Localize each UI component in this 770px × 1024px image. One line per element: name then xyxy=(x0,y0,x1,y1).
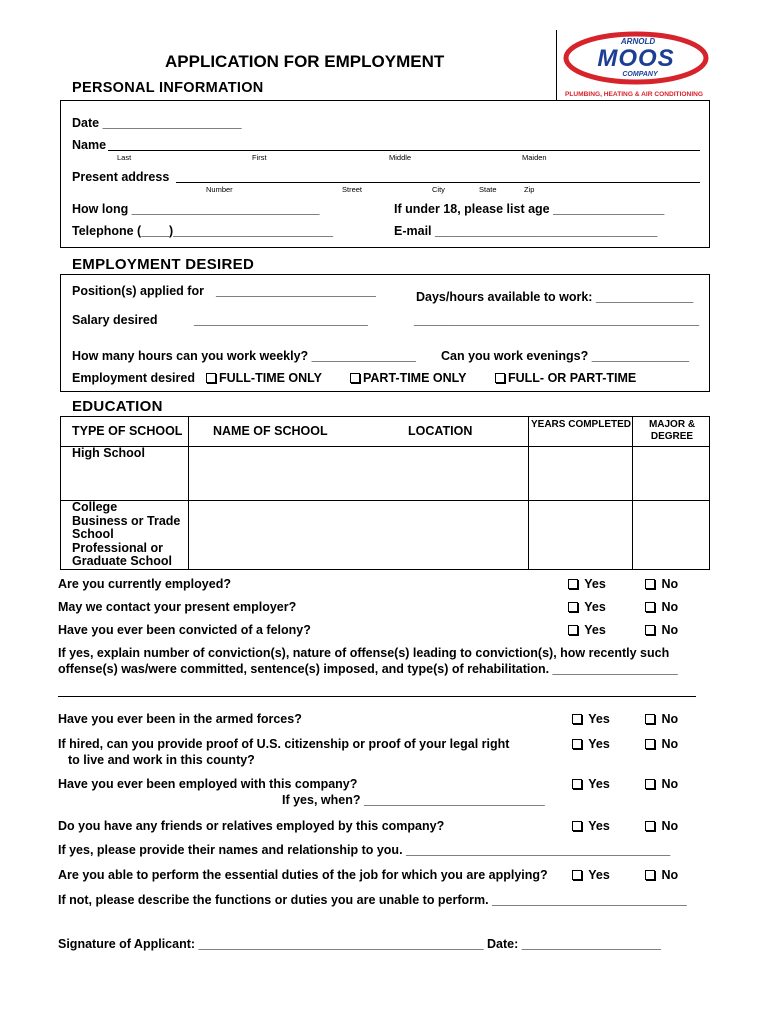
company-logo xyxy=(560,28,710,100)
name-sub-middle: Middle xyxy=(389,153,412,162)
positions-label: Position(s) applied for xyxy=(72,284,204,298)
col-divider-2 xyxy=(528,416,529,570)
option-part-time-label: PART-TIME ONLY xyxy=(363,371,467,385)
felony-explain-blank[interactable] xyxy=(58,696,696,697)
q-armed-forces: Have you ever been in the armed forces? xyxy=(58,712,302,726)
name-sub-first: First xyxy=(252,153,267,162)
svg-text:ARNOLD: ARNOLD xyxy=(620,37,656,46)
row-college-line: School xyxy=(72,527,114,541)
yes-label: Yes xyxy=(588,712,610,726)
page-title: APPLICATION FOR EMPLOYMENT xyxy=(165,52,445,71)
under-18-field[interactable]: If under 18, please list age ________________ xyxy=(394,202,665,216)
yes-armed-forces[interactable] xyxy=(572,712,610,726)
yes-contact-employer[interactable] xyxy=(568,600,606,614)
email-field[interactable]: E-mail ________________________________ xyxy=(394,224,658,238)
logo-divider xyxy=(556,30,557,100)
yes-currently-employed[interactable] xyxy=(568,577,606,591)
no-label: No xyxy=(661,819,679,833)
row-college-line: Business or Trade xyxy=(72,513,181,528)
col-location: LOCATION xyxy=(408,424,473,438)
date-field[interactable]: Date ____________________ xyxy=(72,116,242,130)
q-essential-duties: Are you able to perform the essential duties of the job for which you are applying? xyxy=(58,868,548,882)
employment-desired-label: Employment desired xyxy=(72,371,195,385)
felony-explain-line-1: If yes, explain number of conviction(s), nature of offense(s) leading to conviction(s), how recently such xyxy=(58,646,670,660)
address-sub-city: City xyxy=(432,185,445,194)
positions-line[interactable]: _______________________ xyxy=(216,284,376,298)
no-label: No xyxy=(661,777,679,791)
yes-label: Yes xyxy=(588,737,610,751)
yes-felony[interactable] xyxy=(568,623,606,637)
salary-label: Salary desired xyxy=(72,313,158,327)
name-sub-last: Last xyxy=(117,153,132,162)
no-label: No xyxy=(661,600,679,614)
option-full-or-part[interactable] xyxy=(495,371,636,385)
no-currently-employed[interactable] xyxy=(645,577,678,591)
checkbox-icon[interactable] xyxy=(572,779,582,789)
no-label: No xyxy=(661,737,679,751)
q-citizenship-line-2: to live and work in this county? xyxy=(68,753,255,767)
checkbox-icon[interactable] xyxy=(206,373,216,383)
checkbox-icon[interactable] xyxy=(645,739,655,749)
row-college-line: College xyxy=(72,500,118,514)
checkbox-icon[interactable] xyxy=(572,821,582,831)
education-heading: EDUCATION xyxy=(72,398,163,415)
checkbox-icon[interactable] xyxy=(645,602,655,612)
row-high-school: High School xyxy=(72,446,145,460)
hours-weekly-field[interactable]: How many hours can you work weekly? _______________ xyxy=(72,349,416,363)
no-label: No xyxy=(661,577,679,591)
yes-label: Yes xyxy=(584,623,606,637)
address-sub-state: State xyxy=(479,185,497,194)
name-line[interactable] xyxy=(108,150,700,151)
evenings-field[interactable]: Can you work evenings? ______________ xyxy=(441,349,690,363)
address-sub-street: Street xyxy=(342,185,363,194)
address-line[interactable] xyxy=(176,182,700,183)
svg-text:MOOS: MOOS xyxy=(597,45,675,72)
q-employed-here: Have you ever been employed with this company? xyxy=(58,777,358,791)
no-contact-employer[interactable] xyxy=(645,600,678,614)
yes-label: Yes xyxy=(588,777,610,791)
employment-heading: EMPLOYMENT DESIRED xyxy=(72,256,255,273)
checkbox-icon[interactable] xyxy=(568,625,578,635)
checkbox-icon[interactable] xyxy=(645,821,655,831)
yes-employed-here[interactable] xyxy=(572,777,610,791)
col-major-degree: MAJOR & DEGREE xyxy=(648,419,696,442)
address-sub-number: Number xyxy=(206,185,233,194)
name-label: Name xyxy=(72,138,107,152)
checkbox-icon[interactable] xyxy=(495,373,505,383)
salary-line[interactable]: _________________________ xyxy=(194,313,368,327)
q-citizenship-line-1: If hired, can you provide proof of U.S. citizenship or proof of your legal right xyxy=(58,737,510,751)
row-college xyxy=(72,501,180,569)
yes-essential-duties[interactable] xyxy=(572,868,610,882)
checkbox-icon[interactable] xyxy=(645,579,655,589)
yes-label: Yes xyxy=(588,819,610,833)
col-type-of-school: TYPE OF SCHOOL xyxy=(72,424,183,438)
no-citizenship[interactable] xyxy=(645,737,678,751)
checkbox-icon[interactable] xyxy=(645,625,655,635)
no-armed-forces[interactable] xyxy=(645,712,678,726)
yes-label: Yes xyxy=(584,600,606,614)
yes-citizenship[interactable] xyxy=(572,737,610,751)
checkbox-icon[interactable] xyxy=(568,602,578,612)
telephone-field[interactable]: Telephone (____)_______________________ xyxy=(72,224,334,238)
col-name-of-school: NAME OF SCHOOL xyxy=(213,424,328,438)
no-label: No xyxy=(661,623,679,637)
checkbox-icon[interactable] xyxy=(572,739,582,749)
checkbox-icon[interactable] xyxy=(568,579,578,589)
no-employed-here[interactable] xyxy=(645,777,678,791)
friends-names-field[interactable]: If yes, please provide their names and relationship to you. ______________________________________ xyxy=(58,843,671,857)
q-friends-relatives: Do you have any friends or relatives employed by this company? xyxy=(58,819,445,833)
moos-logo-icon xyxy=(560,28,710,100)
option-full-or-part-label: FULL- OR PART-TIME xyxy=(508,371,637,385)
svg-text:COMPANY: COMPANY xyxy=(622,71,658,78)
yes-friends-relatives[interactable] xyxy=(572,819,610,833)
address-sub-zip: Zip xyxy=(524,185,535,194)
name-sub-maiden: Maiden xyxy=(522,153,547,162)
yes-label: Yes xyxy=(588,868,610,882)
days-hours-field[interactable]: Days/hours available to work: ______________ xyxy=(416,290,694,304)
checkbox-icon[interactable] xyxy=(350,373,360,383)
col-years-completed: YEARS COMPLETED xyxy=(530,419,631,430)
no-friends-relatives[interactable] xyxy=(645,819,678,833)
address-label: Present address xyxy=(72,170,170,184)
how-long-field[interactable]: How long ___________________________ xyxy=(72,202,320,216)
row-college-line: Graduate School xyxy=(72,554,173,568)
q-currently-employed: Are you currently employed? xyxy=(58,577,231,591)
svg-text:PLUMBING, HEATING & AIR CONDIT: PLUMBING, HEATING & AIR CONDITIONING xyxy=(564,91,704,98)
personal-info-heading: PERSONAL INFORMATION xyxy=(72,80,264,96)
no-label: No xyxy=(661,868,679,882)
education-header-rule xyxy=(60,446,710,447)
no-essential-duties[interactable] xyxy=(645,868,678,882)
felony-explain-line-2[interactable]: offense(s) was/were committed, sentence(s) imposed, and type(s) of rehabilitation. __________________ xyxy=(58,662,678,676)
q-felony: Have you ever been convicted of a felony? xyxy=(58,623,311,637)
checkbox-icon[interactable] xyxy=(645,870,655,880)
option-full-time-label: FULL-TIME ONLY xyxy=(219,371,323,385)
option-part-time[interactable] xyxy=(350,371,466,385)
q-contact-employer: May we contact your present employer? xyxy=(58,600,297,614)
checkbox-icon[interactable] xyxy=(572,714,582,724)
option-full-time[interactable] xyxy=(206,371,322,385)
row-college-line: Professional or xyxy=(72,540,163,555)
yes-label: Yes xyxy=(584,577,606,591)
signature-field[interactable]: Signature of Applicant: _________________________________________ Date: ____________________ xyxy=(58,937,661,951)
duties-explain-field[interactable]: If not, please describe the functions or duties you are unable to perform. ____________________________ xyxy=(58,893,687,907)
when-field[interactable]: If yes, when? __________________________ xyxy=(282,793,545,807)
col-divider-3 xyxy=(632,416,633,570)
checkbox-icon[interactable] xyxy=(572,870,582,880)
col-divider-1 xyxy=(188,416,189,570)
days-hours-line[interactable]: _________________________________________ xyxy=(414,313,700,327)
no-label: No xyxy=(661,712,679,726)
checkbox-icon[interactable] xyxy=(645,714,655,724)
no-felony[interactable] xyxy=(645,623,678,637)
checkbox-icon[interactable] xyxy=(645,779,655,789)
